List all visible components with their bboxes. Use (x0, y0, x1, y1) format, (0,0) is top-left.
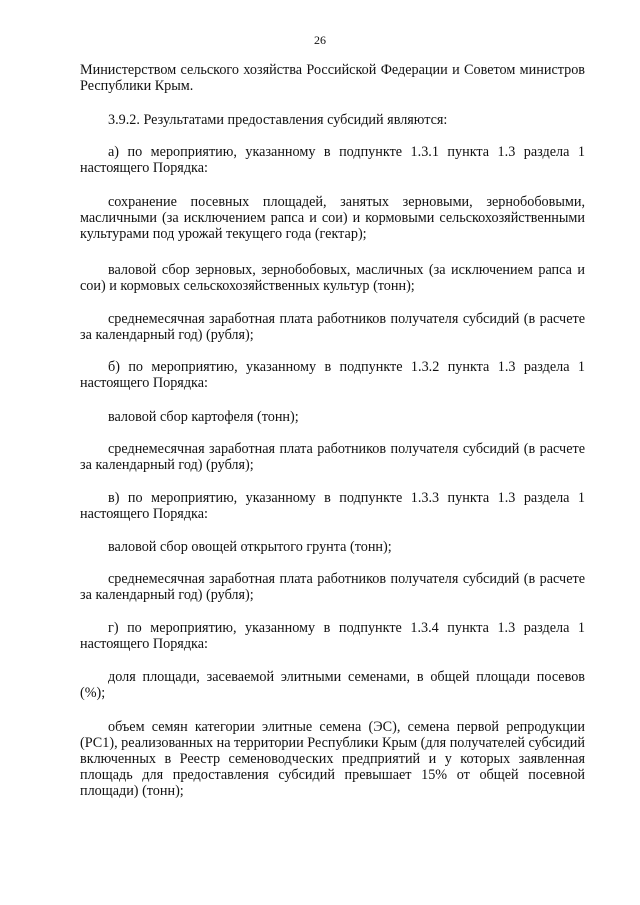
paragraph-elite-seed-share: доля площади, засеваемой элитными семенами, в общей площади посевов (%); (80, 669, 585, 701)
paragraph-seed-volume: объем семян категории элитные семена (ЭС), семена первой репродукции (РС1), реализованных на территории Республики Крым (для получателей субсидий включенных в Реестр семеноводческих предприятий и у которых заявленная площадь для предоставления субсидий превышает 15% от общей посевной площади) (тонн); (80, 719, 585, 799)
paragraph-item-g: г) по мероприятию, указанному в подпункте 1.3.4 пункта 1.3 раздела 1 настоящего Порядка: (80, 620, 585, 652)
paragraph-sown-area: сохранение посевных площадей, занятых зерновыми, зернобобовыми, масличными (за исключением рапса и сои) и кормовыми сельскохозяйственными культурами под урожай текущего года (гектар); (80, 194, 585, 242)
paragraph-gross-harvest-grain: валовой сбор зерновых, зернобобовых, масличных (за исключением рапса и сои) и кормовых сельскохозяйственных культур (тонн); (80, 262, 585, 294)
paragraph-continuation: Министерством сельского хозяйства Российской Федерации и Советом министров Республики Крым. (80, 62, 585, 94)
paragraph-item-b: б) по мероприятию, указанному в подпункте 1.3.2 пункта 1.3 раздела 1 настоящего Порядка: (80, 359, 585, 391)
paragraph-section-3-9-2: 3.9.2. Результатами предоставления субсидий являются: (108, 112, 448, 128)
paragraph-salary-b: среднемесячная заработная плата работников получателя субсидий (в расчете за календарный год) (рубля); (80, 441, 585, 473)
paragraph-salary-v: среднемесячная заработная плата работников получателя субсидий (в расчете за календарный год) (рубля); (80, 571, 585, 603)
paragraph-item-v: в) по мероприятию, указанному в подпункте 1.3.3 пункта 1.3 раздела 1 настоящего Порядка: (80, 490, 585, 522)
paragraph-item-a: а) по мероприятию, указанному в подпункте 1.3.1 пункта 1.3 раздела 1 настоящего Порядка: (80, 144, 585, 176)
paragraph-potato-harvest: валовой сбор картофеля (тонн); (108, 409, 299, 425)
paragraph-salary-a: среднемесячная заработная плата работников получателя субсидий (в расчете за календарный год) (рубля); (80, 311, 585, 343)
paragraph-vegetable-harvest: валовой сбор овощей открытого грунта (тонн); (108, 539, 392, 555)
page-number: 26 (314, 33, 326, 47)
